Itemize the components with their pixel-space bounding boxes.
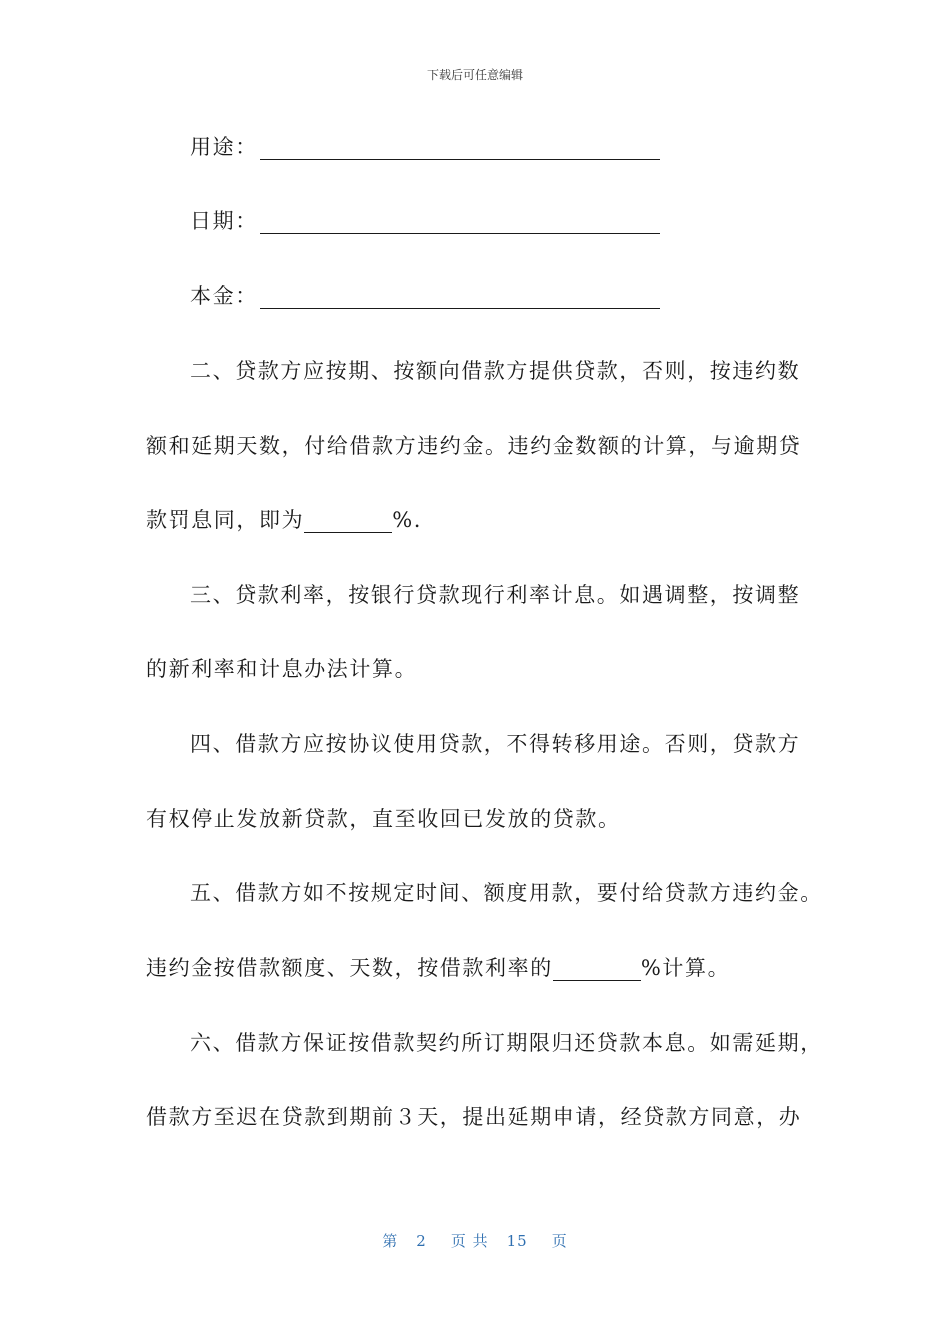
- clause-3-line-1: 三、贷款利率，按银行贷款现行利率计息。如遇调整，按调整: [190, 583, 801, 607]
- purpose-blank-line: [260, 139, 660, 160]
- clause-4-line-1: 四、借款方应按协议使用贷款，不得转移用途。否则，贷款方: [190, 732, 801, 756]
- interest-rate-blank: [553, 960, 641, 981]
- penalty-rate-blank: [304, 512, 392, 533]
- clause-2-line-3-suffix: %.: [392, 508, 423, 532]
- clause-6-line-1: 六、借款方保证按借款契约所订期限归还贷款本息。如需延期，: [190, 1031, 823, 1055]
- page-header: 下载后可任意编辑: [426, 68, 523, 82]
- principal-blank-line: [260, 288, 660, 309]
- page-number-footer: [0, 1230, 950, 1251]
- footer-end-label: 页: [551, 1232, 568, 1250]
- date-field: [190, 208, 660, 234]
- clause-2-line-1: 二、贷款方应按期、按额向借款方提供贷款，否则，按违约数: [190, 359, 801, 383]
- clause-5-line-2: [146, 955, 730, 981]
- clause-5-line-2-text: 违约金按借款额度、天数，按借款利率的: [146, 956, 553, 980]
- clause-5-line-1: 五、借款方如不按规定时间、额度用款，要付给贷款方违约金。: [190, 881, 823, 905]
- footer-total-pages: 15: [506, 1232, 528, 1250]
- principal-field: [190, 283, 660, 309]
- principal-label: 本金：: [190, 284, 258, 308]
- date-blank-line: [260, 213, 660, 234]
- date-label: 日期：: [190, 209, 258, 233]
- clause-6-line-2: 借款方至迟在贷款到期前３天，提出延期申请，经贷款方同意，办: [146, 1105, 802, 1129]
- footer-current-page: 2: [416, 1232, 427, 1250]
- clause-3-line-2: 的新利率和计息办法计算。: [146, 657, 418, 681]
- clause-5-line-2-suffix: %计算。: [640, 956, 731, 980]
- clause-2-line-3: [146, 507, 422, 533]
- footer-page-label: 第: [382, 1232, 399, 1250]
- footer-of-label: 页 共: [450, 1232, 489, 1250]
- clause-2-line-2: 额和延期天数，付给借款方违约金。违约金数额的计算，与逾期贷: [146, 434, 802, 458]
- clause-2-line-3-text: 款罚息同，即为: [146, 508, 305, 532]
- purpose-label: 用途：: [190, 135, 258, 159]
- purpose-field: [190, 134, 660, 160]
- clause-4-line-2: 有权停止发放新贷款，直至收回已发放的贷款。: [146, 807, 621, 831]
